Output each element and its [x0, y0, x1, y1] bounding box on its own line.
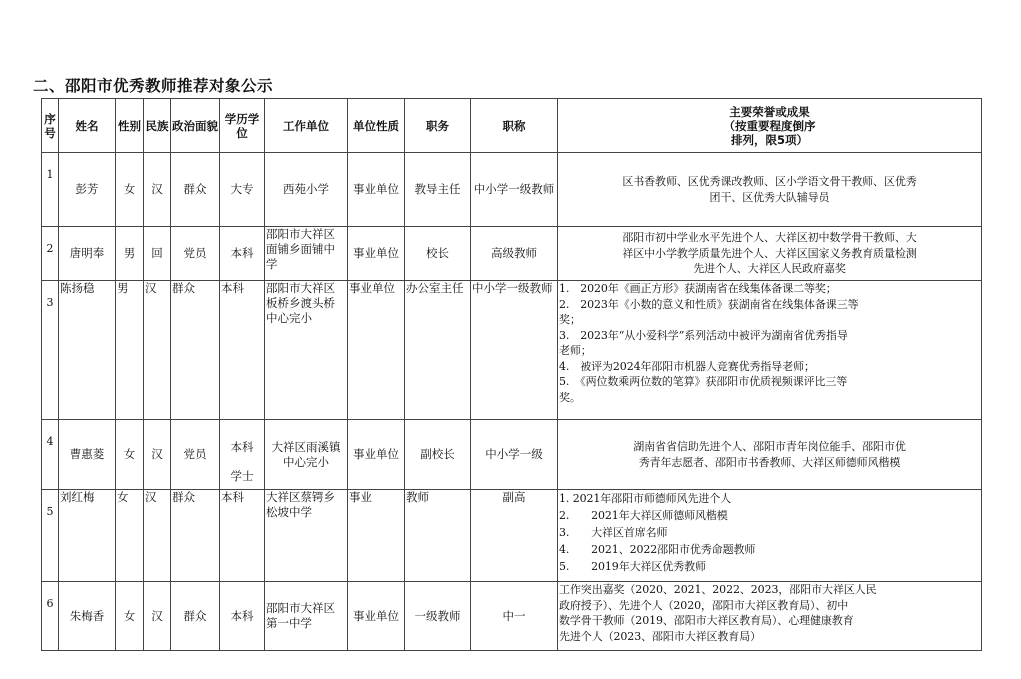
cell-unit-type: 事业单位 — [348, 420, 405, 490]
header-gender: 性别 — [116, 99, 144, 153]
cell-workplace: 西苑小学 — [265, 153, 348, 227]
honor-line: 团干、区优秀大队辅导员 — [709, 190, 830, 204]
cell-unit-type: 事业单位 — [348, 227, 405, 281]
cell-education: 本科 — [220, 582, 265, 651]
honor-line: 3. 2023年“从小爱科学”系列活动中被评为湖南省优秀指导 — [559, 328, 848, 342]
table-header-row — [42, 99, 982, 153]
honor-line: 祥区中小学教学质量先进个人、大祥区国家义务教育质量检测 — [622, 246, 917, 260]
cell-education — [220, 420, 265, 490]
cell-honors — [558, 153, 982, 227]
cell-politics: 党员 — [171, 420, 220, 490]
honor-line: 5. 《两位数乘两位数的笔算》获邵阳市优质视频课评比三等 — [559, 375, 848, 388]
cell-politics: 党员 — [171, 227, 220, 281]
degree-value: 学士 — [230, 468, 254, 483]
honor-line: 2. 2021年大祥区师德师风楷模 — [559, 509, 728, 522]
teacher-roster-table — [41, 98, 982, 651]
header-name: 姓名 — [59, 99, 116, 153]
cell-no: 1 — [42, 153, 59, 227]
honor-line: 1. 2021年邵阳市师德师风先进个人 — [559, 492, 732, 505]
table-row — [42, 281, 982, 420]
honor-line: 工作突出嘉奖（2020、2021、2022、2023，邵阳市大祥区人民 — [559, 583, 877, 596]
header-honors-line: （按重要程度倒序 — [723, 118, 816, 133]
cell-no: 3 — [42, 281, 59, 420]
cell-workplace: 邵阳市大祥区面铺乡面铺中学 — [265, 227, 348, 281]
cell-title: 副高 — [471, 490, 558, 582]
cell-unit-type: 事业单位 — [348, 281, 405, 420]
cell-ethnicity: 回 — [144, 227, 171, 281]
education-value: 本科 — [230, 439, 254, 454]
table-row — [42, 227, 982, 281]
cell-ethnicity: 汉 — [144, 153, 171, 227]
cell-unit-type: 事业单位 — [348, 582, 405, 651]
cell-politics: 群众 — [171, 153, 220, 227]
cell-unit-type: 事业单位 — [348, 153, 405, 227]
header-education: 学历学位 — [220, 99, 265, 153]
honor-line: 奖。 — [559, 390, 581, 404]
cell-politics: 群众 — [171, 490, 220, 582]
cell-gender: 女 — [116, 582, 144, 651]
cell-position: 教导主任 — [405, 153, 471, 227]
honor-line: 区书香教师、区优秀课改教师、区小学语文骨干教师、区优秀 — [622, 175, 917, 188]
honor-line: 先进个人（2023、邵阳市大祥区教育局） — [559, 629, 761, 643]
header-no: 序号 — [42, 99, 59, 153]
header-ethnicity: 民族 — [144, 99, 171, 153]
cell-honors — [558, 281, 982, 420]
honor-line: 邵阳市初中学业水平先进个人、大祥区初中数学骨干教师、大 — [622, 231, 917, 245]
cell-title: 中小学一级教师 — [471, 153, 558, 227]
cell-education: 大专 — [220, 153, 265, 227]
cell-name: 唐明奉 — [59, 227, 116, 281]
cell-no: 6 — [42, 582, 59, 651]
cell-ethnicity: 汉 — [144, 490, 171, 582]
cell-position: 教师 — [405, 490, 471, 582]
cell-unit-type: 事业 — [348, 490, 405, 582]
cell-gender: 男 — [116, 227, 144, 281]
honor-line: 5. 2019年大祥区优秀教师 — [559, 560, 706, 573]
cell-title: 中小学一级 — [471, 420, 558, 490]
cell-gender: 男 — [116, 281, 144, 420]
cell-workplace: 大祥区雨溪镇中心完小 — [265, 420, 348, 490]
cell-ethnicity: 汉 — [144, 420, 171, 490]
cell-name: 朱梅香 — [59, 582, 116, 651]
cell-position: 办公室主任 — [405, 281, 471, 420]
honor-line: 奖； — [559, 313, 581, 326]
cell-education: 本科 — [220, 281, 265, 420]
table-row — [42, 582, 982, 651]
cell-politics: 群众 — [171, 281, 220, 420]
header-honors — [558, 99, 982, 153]
cell-education: 本科 — [220, 227, 265, 281]
cell-position: 一级教师 — [405, 582, 471, 651]
cell-gender: 女 — [116, 490, 144, 582]
cell-honors — [558, 490, 982, 582]
honor-line: 1. 2020年《画正方形》获湖南省在线集体备课二等奖； — [559, 282, 837, 295]
honor-line: 4. 被评为2024年邵阳市机器人竞赛优秀指导老师； — [559, 359, 815, 373]
cell-no: 4 — [42, 420, 59, 490]
cell-position: 副校长 — [405, 420, 471, 490]
cell-title: 高级教师 — [471, 227, 558, 281]
cell-honors — [558, 227, 982, 281]
cell-title: 中一 — [471, 582, 558, 651]
cell-workplace: 邵阳市大祥区第一中学 — [265, 582, 348, 651]
cell-position: 校长 — [405, 227, 471, 281]
cell-name: 刘红梅 — [59, 490, 116, 582]
cell-no: 5 — [42, 490, 59, 582]
page-title: 二、邵阳市优秀教师推荐对象公示 — [33, 77, 274, 95]
honor-line: 老师； — [559, 344, 592, 357]
cell-no: 2 — [42, 227, 59, 281]
table-row — [42, 153, 982, 227]
honor-line: 先进个人、大祥区人民政府嘉奖 — [693, 262, 846, 276]
honor-line: 2. 2023年《小数的意义和性质》获湖南省在线集体备课三等 — [559, 297, 859, 311]
honor-line: 湖南省省信助先进个人、邵阳市青年岗位能手、邵阳市优 — [633, 440, 906, 453]
header-honors-line: 主要荣誉或成果 — [729, 104, 810, 119]
cell-ethnicity: 汉 — [144, 582, 171, 651]
cell-honors — [558, 582, 982, 651]
cell-title: 中小学一级教师 — [471, 281, 558, 420]
table-row — [42, 490, 982, 582]
header-workplace: 工作单位 — [265, 99, 348, 153]
honor-line: 秀青年志愿者、邵阳市书香教师、大祥区师德师风楷模 — [638, 455, 901, 469]
cell-name: 曹惠菱 — [59, 420, 116, 490]
honor-line: 3. 大祥区首席名师 — [559, 526, 668, 539]
table-row — [42, 420, 982, 490]
cell-politics: 群众 — [171, 582, 220, 651]
header-politics: 政治面貌 — [171, 99, 220, 153]
cell-workplace: 大祥区蔡锷乡松坡中学 — [265, 490, 348, 582]
header-position: 职务 — [405, 99, 471, 153]
cell-gender: 女 — [116, 420, 144, 490]
cell-education: 本科 — [220, 490, 265, 582]
honor-line: 政府授予）、先进个人（2020，邵阳市大祥区教育局）、初中 — [559, 598, 849, 612]
honor-line: 4. 2021、2022邵阳市优秀命题教师 — [559, 543, 756, 556]
cell-honors — [558, 420, 982, 490]
cell-name: 彭芳 — [59, 153, 116, 227]
cell-name: 陈扬稳 — [59, 281, 116, 420]
cell-workplace: 邵阳市大祥区板桥乡渡头桥中心完小 — [265, 281, 348, 420]
honor-line: 数学骨干教师（2019、邵阳市大祥区教育局）、心理健康教育 — [559, 614, 854, 627]
cell-ethnicity: 汉 — [144, 281, 171, 420]
header-honors-line: 排列，限5项） — [730, 132, 808, 147]
cell-gender: 女 — [116, 153, 144, 227]
header-unit-type: 单位性质 — [348, 99, 405, 153]
header-title: 职称 — [471, 99, 558, 153]
